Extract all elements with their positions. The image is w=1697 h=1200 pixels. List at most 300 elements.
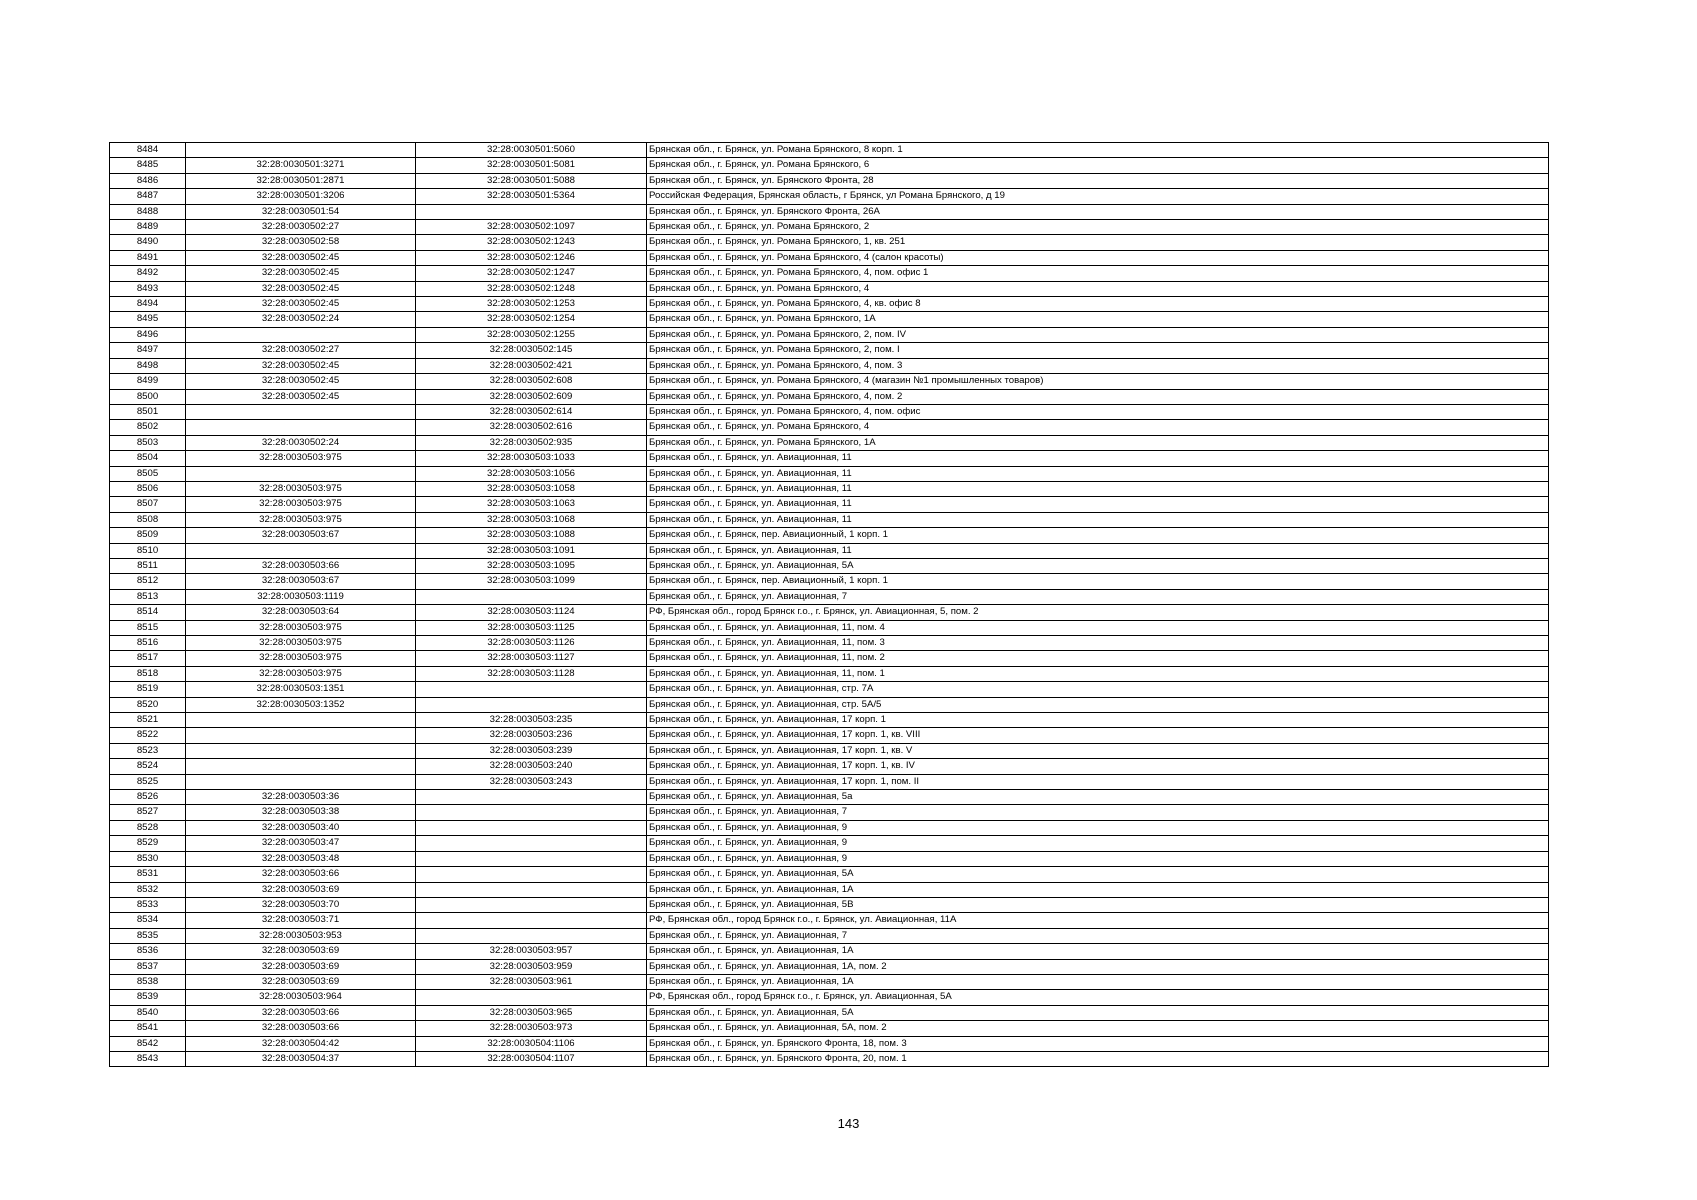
row-number-cell: 8526 <box>110 790 186 805</box>
address-cell: Брянская обл., г. Брянск, ул. Авиационная, 11 <box>647 497 1549 512</box>
table-row <box>110 928 1549 943</box>
object-cadastral-number-cell <box>416 851 647 866</box>
table-row <box>110 220 1549 235</box>
table-row <box>110 790 1549 805</box>
address-cell: Брянская обл., г. Брянск, ул. Авиационная, 1А <box>647 882 1549 897</box>
table-row <box>110 620 1549 635</box>
address-cell: Брянская обл., г. Брянск, ул. Авиационная, 11 <box>647 466 1549 481</box>
land-cadastral-number-cell <box>186 420 416 435</box>
address-cell: Брянская обл., г. Брянск, ул. Авиационная, 1А <box>647 974 1549 989</box>
address-cell: Брянская обл., г. Брянск, ул. Романа Брянского, 8 корп. 1 <box>647 143 1549 158</box>
address-cell: Брянская обл., г. Брянск, ул. Авиационная, 1А, пом. 2 <box>647 959 1549 974</box>
row-number-cell: 8490 <box>110 235 186 250</box>
land-cadastral-number-cell <box>186 728 416 743</box>
address-cell: Брянская обл., г. Брянск, ул. Романа Брянского, 4, кв. офис 8 <box>647 297 1549 312</box>
address-cell: Брянская обл., г. Брянск, ул. Брянского Фронта, 28 <box>647 173 1549 188</box>
table-row <box>110 266 1549 281</box>
row-number-cell: 8534 <box>110 913 186 928</box>
table-row <box>110 651 1549 666</box>
address-cell: Брянская обл., г. Брянск, ул. Авиационная, 5а <box>647 790 1549 805</box>
object-cadastral-number-cell <box>416 882 647 897</box>
row-number-cell: 8506 <box>110 481 186 496</box>
land-cadastral-number-cell: 32:28:0030502:45 <box>186 358 416 373</box>
object-cadastral-number-cell: 32:28:0030503:243 <box>416 774 647 789</box>
land-cadastral-number-cell <box>186 713 416 728</box>
address-cell: Брянская обл., г. Брянск, ул. Романа Брянского, 4, пом. офис 1 <box>647 266 1549 281</box>
object-cadastral-number-cell: 32:28:0030503:1088 <box>416 528 647 543</box>
land-cadastral-number-cell: 32:28:0030503:69 <box>186 882 416 897</box>
table-row <box>110 882 1549 897</box>
address-cell: Брянская обл., г. Брянск, ул. Авиационная, 11, пом. 3 <box>647 636 1549 651</box>
table-row <box>110 728 1549 743</box>
object-cadastral-number-cell <box>416 913 647 928</box>
row-number-cell: 8532 <box>110 882 186 897</box>
address-cell: Брянская обл., г. Брянск, ул. Романа Брянского, 4 (магазин №1 промышленных товаров) <box>647 374 1549 389</box>
row-number-cell: 8491 <box>110 250 186 265</box>
address-cell: Брянская обл., г. Брянск, ул. Авиационная, 11, пом. 1 <box>647 666 1549 681</box>
row-number-cell: 8525 <box>110 774 186 789</box>
land-cadastral-number-cell <box>186 143 416 158</box>
land-cadastral-number-cell: 32:28:0030503:975 <box>186 451 416 466</box>
land-cadastral-number-cell: 32:28:0030503:67 <box>186 528 416 543</box>
table-row <box>110 281 1549 296</box>
land-cadastral-number-cell: 32:28:0030503:975 <box>186 497 416 512</box>
address-cell: Брянская обл., г. Брянск, ул. Авиационная, 17 корп. 1, кв. V <box>647 743 1549 758</box>
table-row <box>110 204 1549 219</box>
land-cadastral-number-cell <box>186 543 416 558</box>
row-number-cell: 8518 <box>110 666 186 681</box>
row-number-cell: 8498 <box>110 358 186 373</box>
land-cadastral-number-cell: 32:28:0030503:66 <box>186 867 416 882</box>
table-row <box>110 312 1549 327</box>
row-number-cell: 8519 <box>110 682 186 697</box>
row-number-cell: 8511 <box>110 558 186 573</box>
land-cadastral-number-cell: 32:28:0030503:40 <box>186 820 416 835</box>
object-cadastral-number-cell <box>416 990 647 1005</box>
object-cadastral-number-cell: 32:28:0030502:614 <box>416 404 647 419</box>
address-cell: Брянская обл., г. Брянск, ул. Авиационная, 5А <box>647 1005 1549 1020</box>
land-cadastral-number-cell: 32:28:0030502:45 <box>186 297 416 312</box>
table-row <box>110 343 1549 358</box>
table-row <box>110 481 1549 496</box>
object-cadastral-number-cell: 32:28:0030503:961 <box>416 974 647 989</box>
row-number-cell: 8497 <box>110 343 186 358</box>
table-row <box>110 944 1549 959</box>
address-cell: Брянская обл., г. Брянск, ул. Авиационная, 9 <box>647 836 1549 851</box>
table-row <box>110 358 1549 373</box>
object-cadastral-number-cell: 32:28:0030503:1095 <box>416 558 647 573</box>
table-body <box>110 143 1549 1067</box>
row-number-cell: 8538 <box>110 974 186 989</box>
address-cell: Брянская обл., г. Брянск, ул. Романа Брянского, 4, пом. 3 <box>647 358 1549 373</box>
land-cadastral-number-cell: 32:28:0030502:27 <box>186 220 416 235</box>
object-cadastral-number-cell <box>416 204 647 219</box>
object-cadastral-number-cell: 32:28:0030502:1246 <box>416 250 647 265</box>
row-number-cell: 8502 <box>110 420 186 435</box>
table-row <box>110 173 1549 188</box>
object-cadastral-number-cell: 32:28:0030504:1107 <box>416 1051 647 1066</box>
object-cadastral-number-cell: 32:28:0030501:5088 <box>416 173 647 188</box>
table-row <box>110 666 1549 681</box>
object-cadastral-number-cell: 32:28:0030503:959 <box>416 959 647 974</box>
table-row <box>110 759 1549 774</box>
table-row <box>110 820 1549 835</box>
address-cell: Брянская обл., г. Брянск, ул. Романа Брянского, 1А <box>647 312 1549 327</box>
address-cell: Брянская обл., г. Брянск, ул. Романа Брянского, 6 <box>647 158 1549 173</box>
object-cadastral-number-cell: 32:28:0030502:1254 <box>416 312 647 327</box>
address-cell: Брянская обл., г. Брянск, ул. Авиационная, 11, пом. 2 <box>647 651 1549 666</box>
land-cadastral-number-cell: 32:28:0030503:71 <box>186 913 416 928</box>
address-cell: РФ, Брянская обл., город Брянск г.о., г. Брянск, ул. Авиационная, 11А <box>647 913 1549 928</box>
row-number-cell: 8495 <box>110 312 186 327</box>
object-cadastral-number-cell: 32:28:0030503:1058 <box>416 481 647 496</box>
row-number-cell: 8517 <box>110 651 186 666</box>
table-row <box>110 774 1549 789</box>
address-cell: Брянская обл., г. Брянск, ул. Авиационная, 7 <box>647 589 1549 604</box>
object-cadastral-number-cell: 32:28:0030502:609 <box>416 389 647 404</box>
address-cell: Брянская обл., г. Брянск, пер. Авиационный, 1 корп. 1 <box>647 574 1549 589</box>
land-cadastral-number-cell: 32:28:0030503:975 <box>186 620 416 635</box>
table-row <box>110 636 1549 651</box>
address-cell: Брянская обл., г. Брянск, ул. Авиационная, 11, пом. 4 <box>647 620 1549 635</box>
object-cadastral-number-cell <box>416 928 647 943</box>
address-cell: Брянская обл., г. Брянск, ул. Брянского Фронта, 18, пом. 3 <box>647 1036 1549 1051</box>
row-number-cell: 8543 <box>110 1051 186 1066</box>
address-cell: Брянская обл., г. Брянск, ул. Романа Брянского, 2, пом. IV <box>647 327 1549 342</box>
table-row <box>110 189 1549 204</box>
object-cadastral-number-cell <box>416 697 647 712</box>
table-row <box>110 389 1549 404</box>
row-number-cell: 8530 <box>110 851 186 866</box>
row-number-cell: 8512 <box>110 574 186 589</box>
table-row <box>110 713 1549 728</box>
row-number-cell: 8528 <box>110 820 186 835</box>
land-cadastral-number-cell: 32:28:0030503:64 <box>186 605 416 620</box>
address-cell: Брянская обл., г. Брянск, ул. Авиационная, 1А <box>647 944 1549 959</box>
table-row <box>110 913 1549 928</box>
row-number-cell: 8537 <box>110 959 186 974</box>
land-cadastral-number-cell: 32:28:0030503:1119 <box>186 589 416 604</box>
row-number-cell: 8514 <box>110 605 186 620</box>
address-cell: Брянская обл., г. Брянск, ул. Романа Брянского, 1, кв. 251 <box>647 235 1549 250</box>
address-cell: Брянская обл., г. Брянск, ул. Романа Брянского, 4 (салон красоты) <box>647 250 1549 265</box>
object-cadastral-number-cell: 32:28:0030503:235 <box>416 713 647 728</box>
row-number-cell: 8509 <box>110 528 186 543</box>
land-cadastral-number-cell: 32:28:0030503:69 <box>186 974 416 989</box>
table-row <box>110 867 1549 882</box>
land-cadastral-number-cell: 32:28:0030501:54 <box>186 204 416 219</box>
object-cadastral-number-cell: 32:28:0030502:1253 <box>416 297 647 312</box>
row-number-cell: 8505 <box>110 466 186 481</box>
land-cadastral-number-cell <box>186 759 416 774</box>
row-number-cell: 8539 <box>110 990 186 1005</box>
table-row <box>110 143 1549 158</box>
address-cell: Брянская обл., г. Брянск, ул. Брянского Фронта, 26А <box>647 204 1549 219</box>
address-cell: Брянская обл., г. Брянск, ул. Авиационная, стр. 7А <box>647 682 1549 697</box>
table-row <box>110 1051 1549 1066</box>
land-cadastral-number-cell <box>186 774 416 789</box>
records-table <box>109 142 1549 1067</box>
address-cell: Брянская обл., г. Брянск, ул. Авиационная, 5В <box>647 897 1549 912</box>
land-cadastral-number-cell: 32:28:0030503:66 <box>186 1005 416 1020</box>
land-cadastral-number-cell: 32:28:0030503:975 <box>186 651 416 666</box>
land-cadastral-number-cell: 32:28:0030504:42 <box>186 1036 416 1051</box>
object-cadastral-number-cell: 32:28:0030503:1128 <box>416 666 647 681</box>
address-cell: Брянская обл., г. Брянск, ул. Авиационная, 11 <box>647 512 1549 527</box>
row-number-cell: 8510 <box>110 543 186 558</box>
land-cadastral-number-cell: 32:28:0030502:24 <box>186 312 416 327</box>
row-number-cell: 8486 <box>110 173 186 188</box>
address-cell: Брянская обл., г. Брянск, пер. Авиационный, 1 корп. 1 <box>647 528 1549 543</box>
object-cadastral-number-cell <box>416 897 647 912</box>
table-row <box>110 605 1549 620</box>
table-row <box>110 959 1549 974</box>
row-number-cell: 8489 <box>110 220 186 235</box>
address-cell: Брянская обл., г. Брянск, ул. Авиационная, 5А <box>647 558 1549 573</box>
table-row <box>110 1021 1549 1036</box>
land-cadastral-number-cell: 32:28:0030503:48 <box>186 851 416 866</box>
object-cadastral-number-cell: 32:28:0030501:5060 <box>416 143 647 158</box>
object-cadastral-number-cell: 32:28:0030502:1097 <box>416 220 647 235</box>
table-row <box>110 497 1549 512</box>
table-row <box>110 327 1549 342</box>
table-row <box>110 1036 1549 1051</box>
land-cadastral-number-cell: 32:28:0030502:58 <box>186 235 416 250</box>
land-cadastral-number-cell: 32:28:0030503:66 <box>186 1021 416 1036</box>
land-cadastral-number-cell: 32:28:0030503:36 <box>186 790 416 805</box>
land-cadastral-number-cell: 32:28:0030502:45 <box>186 250 416 265</box>
table-row <box>110 235 1549 250</box>
land-cadastral-number-cell: 32:28:0030503:69 <box>186 944 416 959</box>
row-number-cell: 8494 <box>110 297 186 312</box>
row-number-cell: 8521 <box>110 713 186 728</box>
land-cadastral-number-cell: 32:28:0030501:2871 <box>186 173 416 188</box>
land-cadastral-number-cell: 32:28:0030503:975 <box>186 512 416 527</box>
land-cadastral-number-cell <box>186 743 416 758</box>
object-cadastral-number-cell: 32:28:0030503:1125 <box>416 620 647 635</box>
row-number-cell: 8492 <box>110 266 186 281</box>
table-row <box>110 990 1549 1005</box>
land-cadastral-number-cell <box>186 466 416 481</box>
land-cadastral-number-cell: 32:28:0030503:1351 <box>186 682 416 697</box>
land-cadastral-number-cell: 32:28:0030502:45 <box>186 389 416 404</box>
address-cell: Брянская обл., г. Брянск, ул. Авиационная, 17 корп. 1, пом. II <box>647 774 1549 789</box>
row-number-cell: 8535 <box>110 928 186 943</box>
table-row <box>110 697 1549 712</box>
row-number-cell: 8501 <box>110 404 186 419</box>
object-cadastral-number-cell: 32:28:0030502:1243 <box>416 235 647 250</box>
object-cadastral-number-cell: 32:28:0030502:935 <box>416 435 647 450</box>
table-row <box>110 512 1549 527</box>
row-number-cell: 8493 <box>110 281 186 296</box>
address-cell: Брянская обл., г. Брянск, ул. Авиационная, 7 <box>647 928 1549 943</box>
row-number-cell: 8485 <box>110 158 186 173</box>
table-row <box>110 836 1549 851</box>
address-cell: Брянская обл., г. Брянск, ул. Авиационная, 17 корп. 1 <box>647 713 1549 728</box>
object-cadastral-number-cell: 32:28:0030503:1033 <box>416 451 647 466</box>
row-number-cell: 8542 <box>110 1036 186 1051</box>
object-cadastral-number-cell <box>416 589 647 604</box>
row-number-cell: 8527 <box>110 805 186 820</box>
page-number: 143 <box>837 1116 860 1131</box>
land-cadastral-number-cell: 32:28:0030503:38 <box>186 805 416 820</box>
address-cell: Брянская обл., г. Брянск, ул. Романа Брянского, 2, пом. I <box>647 343 1549 358</box>
address-cell: РФ, Брянская обл., город Брянск г.о., г. Брянск, ул. Авиационная, 5А <box>647 990 1549 1005</box>
object-cadastral-number-cell: 32:28:0030501:5081 <box>416 158 647 173</box>
object-cadastral-number-cell: 32:28:0030502:421 <box>416 358 647 373</box>
row-number-cell: 8531 <box>110 867 186 882</box>
address-cell: Брянская обл., г. Брянск, ул. Романа Брянского, 1А <box>647 435 1549 450</box>
land-cadastral-number-cell <box>186 327 416 342</box>
address-cell: Брянская обл., г. Брянск, ул. Авиационная, 11 <box>647 543 1549 558</box>
row-number-cell: 8503 <box>110 435 186 450</box>
object-cadastral-number-cell: 32:28:0030503:1127 <box>416 651 647 666</box>
land-cadastral-number-cell: 32:28:0030503:953 <box>186 928 416 943</box>
row-number-cell: 8516 <box>110 636 186 651</box>
table-row <box>110 250 1549 265</box>
address-cell: Брянская обл., г. Брянск, ул. Авиационная, 17 корп. 1, кв. VIII <box>647 728 1549 743</box>
land-cadastral-number-cell: 32:28:0030503:975 <box>186 666 416 681</box>
row-number-cell: 8540 <box>110 1005 186 1020</box>
row-number-cell: 8523 <box>110 743 186 758</box>
row-number-cell: 8496 <box>110 327 186 342</box>
table-row <box>110 420 1549 435</box>
row-number-cell: 8541 <box>110 1021 186 1036</box>
object-cadastral-number-cell <box>416 867 647 882</box>
table-row <box>110 851 1549 866</box>
row-number-cell: 8520 <box>110 697 186 712</box>
land-cadastral-number-cell: 32:28:0030502:27 <box>186 343 416 358</box>
address-cell: Брянская обл., г. Брянск, ул. Романа Брянского, 4, пом. офис <box>647 404 1549 419</box>
table-row <box>110 435 1549 450</box>
table-row <box>110 374 1549 389</box>
land-cadastral-number-cell: 32:28:0030504:37 <box>186 1051 416 1066</box>
land-cadastral-number-cell <box>186 404 416 419</box>
address-cell: Брянская обл., г. Брянск, ул. Авиационная, 5А <box>647 867 1549 882</box>
land-cadastral-number-cell: 32:28:0030501:3271 <box>186 158 416 173</box>
object-cadastral-number-cell: 32:28:0030503:236 <box>416 728 647 743</box>
object-cadastral-number-cell <box>416 790 647 805</box>
row-number-cell: 8488 <box>110 204 186 219</box>
object-cadastral-number-cell: 32:28:0030503:1099 <box>416 574 647 589</box>
land-cadastral-number-cell: 32:28:0030503:964 <box>186 990 416 1005</box>
table-row <box>110 589 1549 604</box>
land-cadastral-number-cell: 32:28:0030503:70 <box>186 897 416 912</box>
address-cell: Брянская обл., г. Брянск, ул. Авиационная, 7 <box>647 805 1549 820</box>
object-cadastral-number-cell: 32:28:0030502:608 <box>416 374 647 389</box>
land-cadastral-number-cell: 32:28:0030502:45 <box>186 266 416 281</box>
row-number-cell: 8515 <box>110 620 186 635</box>
object-cadastral-number-cell: 32:28:0030503:1124 <box>416 605 647 620</box>
address-cell: Брянская обл., г. Брянск, ул. Авиационная, стр. 5А/5 <box>647 697 1549 712</box>
object-cadastral-number-cell: 32:28:0030502:1248 <box>416 281 647 296</box>
address-cell: Российская Федерация, Брянская область, г Брянск, ул Романа Брянского, д 19 <box>647 189 1549 204</box>
table-row <box>110 574 1549 589</box>
object-cadastral-number-cell: 32:28:0030503:957 <box>416 944 647 959</box>
row-number-cell: 8507 <box>110 497 186 512</box>
row-number-cell: 8500 <box>110 389 186 404</box>
row-number-cell: 8529 <box>110 836 186 851</box>
address-cell: Брянская обл., г. Брянск, ул. Брянского Фронта, 20, пом. 1 <box>647 1051 1549 1066</box>
object-cadastral-number-cell <box>416 805 647 820</box>
row-number-cell: 8484 <box>110 143 186 158</box>
row-number-cell: 8499 <box>110 374 186 389</box>
land-cadastral-number-cell: 32:28:0030503:69 <box>186 959 416 974</box>
object-cadastral-number-cell: 32:28:0030502:1247 <box>416 266 647 281</box>
address-cell: Брянская обл., г. Брянск, ул. Авиационная, 17 корп. 1, кв. IV <box>647 759 1549 774</box>
row-number-cell: 8504 <box>110 451 186 466</box>
address-cell: РФ, Брянская обл., город Брянск г.о., г. Брянск, ул. Авиационная, 5, пом. 2 <box>647 605 1549 620</box>
land-cadastral-number-cell: 32:28:0030502:45 <box>186 281 416 296</box>
table-row <box>110 682 1549 697</box>
object-cadastral-number-cell: 32:28:0030503:973 <box>416 1021 647 1036</box>
object-cadastral-number-cell: 32:28:0030503:240 <box>416 759 647 774</box>
object-cadastral-number-cell: 32:28:0030503:1091 <box>416 543 647 558</box>
table-row <box>110 1005 1549 1020</box>
row-number-cell: 8536 <box>110 944 186 959</box>
object-cadastral-number-cell: 32:28:0030502:616 <box>416 420 647 435</box>
address-cell: Брянская обл., г. Брянск, ул. Романа Брянского, 4, пом. 2 <box>647 389 1549 404</box>
table-row <box>110 466 1549 481</box>
land-cadastral-number-cell: 32:28:0030503:975 <box>186 636 416 651</box>
row-number-cell: 8522 <box>110 728 186 743</box>
object-cadastral-number-cell <box>416 836 647 851</box>
table-row <box>110 451 1549 466</box>
object-cadastral-number-cell: 32:28:0030503:965 <box>416 1005 647 1020</box>
row-number-cell: 8513 <box>110 589 186 604</box>
table-row <box>110 805 1549 820</box>
address-cell: Брянская обл., г. Брянск, ул. Романа Брянского, 4 <box>647 420 1549 435</box>
table-row <box>110 404 1549 419</box>
table-row <box>110 974 1549 989</box>
object-cadastral-number-cell: 32:28:0030503:1126 <box>416 636 647 651</box>
table-row <box>110 743 1549 758</box>
table-row <box>110 558 1549 573</box>
address-cell: Брянская обл., г. Брянск, ул. Романа Брянского, 4 <box>647 281 1549 296</box>
land-cadastral-number-cell: 32:28:0030503:47 <box>186 836 416 851</box>
object-cadastral-number-cell: 32:28:0030503:1068 <box>416 512 647 527</box>
address-cell: Брянская обл., г. Брянск, ул. Романа Брянского, 2 <box>647 220 1549 235</box>
table-row <box>110 528 1549 543</box>
table-row <box>110 158 1549 173</box>
row-number-cell: 8487 <box>110 189 186 204</box>
land-cadastral-number-cell: 32:28:0030503:67 <box>186 574 416 589</box>
land-cadastral-number-cell: 32:28:0030501:3206 <box>186 189 416 204</box>
land-cadastral-number-cell: 32:28:0030502:45 <box>186 374 416 389</box>
table-row <box>110 543 1549 558</box>
land-cadastral-number-cell: 32:28:0030503:1352 <box>186 697 416 712</box>
row-number-cell: 8508 <box>110 512 186 527</box>
object-cadastral-number-cell: 32:28:0030502:1255 <box>416 327 647 342</box>
address-cell: Брянская обл., г. Брянск, ул. Авиационная, 11 <box>647 481 1549 496</box>
table-row <box>110 297 1549 312</box>
object-cadastral-number-cell <box>416 820 647 835</box>
address-cell: Брянская обл., г. Брянск, ул. Авиационная, 9 <box>647 820 1549 835</box>
object-cadastral-number-cell: 32:28:0030503:239 <box>416 743 647 758</box>
table-row <box>110 897 1549 912</box>
row-number-cell: 8533 <box>110 897 186 912</box>
land-cadastral-number-cell: 32:28:0030503:66 <box>186 558 416 573</box>
address-cell: Брянская обл., г. Брянск, ул. Авиационная, 5А, пом. 2 <box>647 1021 1549 1036</box>
address-cell: Брянская обл., г. Брянск, ул. Авиационная, 9 <box>647 851 1549 866</box>
land-cadastral-number-cell: 32:28:0030503:975 <box>186 481 416 496</box>
row-number-cell: 8524 <box>110 759 186 774</box>
object-cadastral-number-cell: 32:28:0030502:145 <box>416 343 647 358</box>
object-cadastral-number-cell: 32:28:0030504:1106 <box>416 1036 647 1051</box>
land-cadastral-number-cell: 32:28:0030502:24 <box>186 435 416 450</box>
object-cadastral-number-cell: 32:28:0030501:5364 <box>416 189 647 204</box>
address-cell: Брянская обл., г. Брянск, ул. Авиационная, 11 <box>647 451 1549 466</box>
